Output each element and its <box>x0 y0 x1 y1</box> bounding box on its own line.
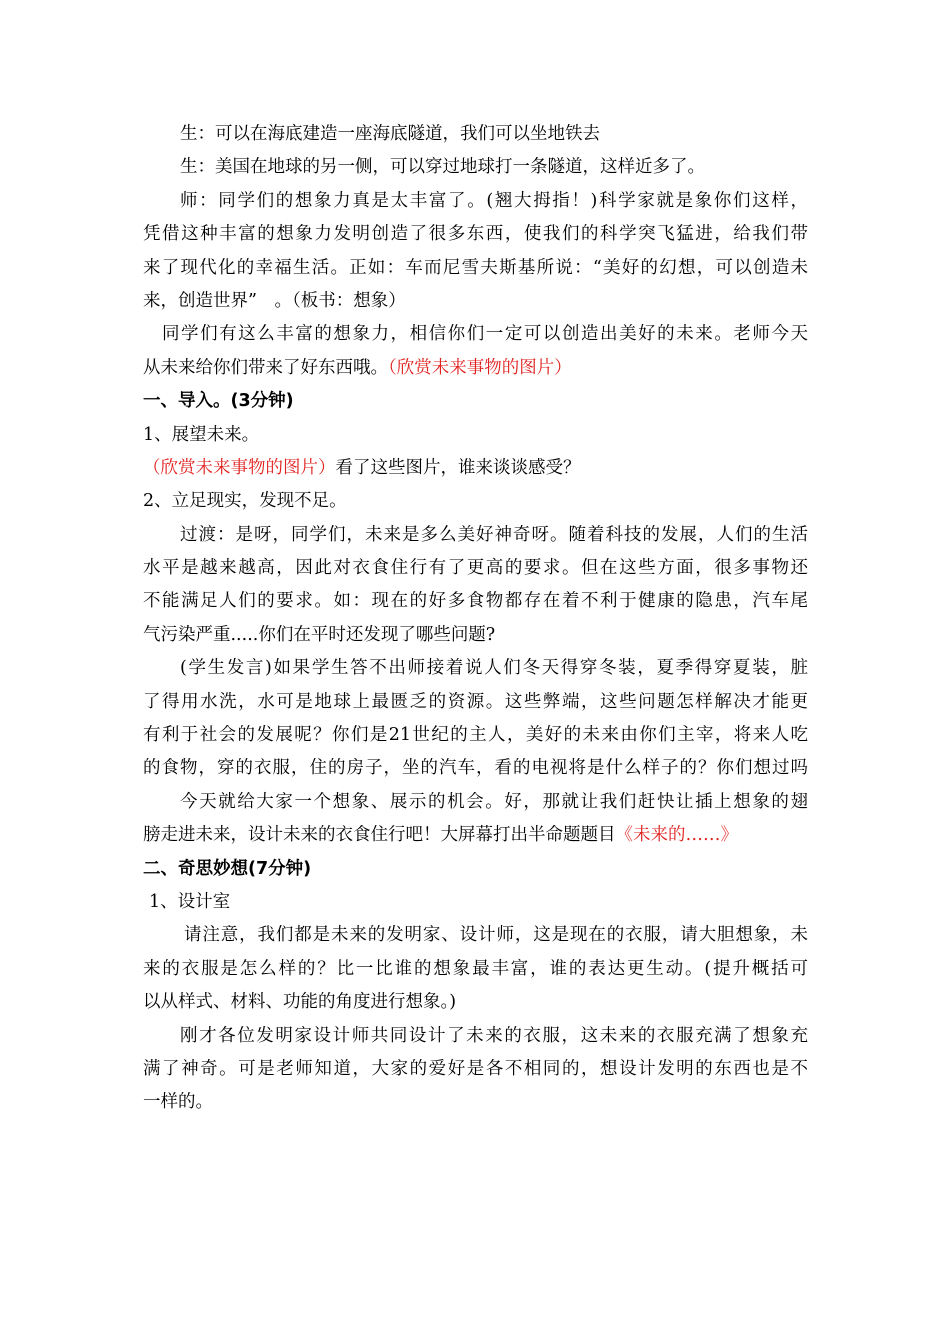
paragraph-line: 来的衣服是怎么样的？比一比谁的想象最丰富，谁的表达更生动。(提升概括可 <box>143 958 808 979</box>
paragraph-line: 刚才各位发明家设计师共同设计了未来的衣服，这未来的衣服充满了想象充 <box>180 1025 808 1046</box>
paragraph-line: (学生发言)如果学生答不出师接着说人们冬天得穿冬装，夏季得穿夏装，脏 <box>180 658 808 679</box>
paragraph-line <box>143 352 808 385</box>
list-item: 2、立足现实，发现不足。 <box>143 491 347 512</box>
paragraph-line: 了得用水洗，水可是地球上最匮乏的资源。这些弊端，这些问题怎样解决才能更 <box>143 691 808 712</box>
paragraph-line: 一样的。 <box>143 1092 213 1113</box>
paragraph-line <box>143 452 808 485</box>
paragraph-line: 请注意，我们都是未来的发明家、设计师，这是现在的衣服，请大胆想象，未 <box>184 925 808 946</box>
paragraph-line: 水平是越来越高，因此对衣食住行有了更高的要求。但在这些方面，很多事物还 <box>143 558 808 579</box>
paragraph-line: 有利于社会的发展呢？你们是21世纪的主人，美好的未来由你们主宰，将来人吃 <box>143 725 808 746</box>
paragraph-line: 同学们有这么丰富的想象力，相信你们一定可以创造出美好的未来。老师今天 <box>162 324 808 345</box>
paragraph-line: 过渡：是呀，同学们，未来是多么美好神奇呀。随着科技的发展，人们的生活 <box>180 524 808 545</box>
paragraph-line: 气污染严重.....你们在平时还发现了哪些问题? <box>143 624 496 645</box>
list-item: 1、展望未来。 <box>143 424 260 445</box>
paragraph-text: 看了这些图片，谁来谈谈感受？ <box>335 457 581 478</box>
section-heading-ideas: 二、奇思妙想(7分钟) <box>143 858 312 879</box>
highlighted-title: 《未来的……》 <box>615 825 738 846</box>
paragraph-text: 从未来给你们带来了好东西哦。 <box>143 357 388 378</box>
paragraph-line: 来了现代化的幸福生活。正如：车而尼雪夫斯基所说：“美好的幻想，可以创造未 <box>143 257 808 278</box>
paragraph-line: 满了神奇。可是老师知道，大家的爱好是各不相同的，想设计发明的东西也是不 <box>143 1058 808 1079</box>
paragraph-line: 来，创造世界” 。（板书：想象） <box>143 290 406 311</box>
paragraph-line: 凭借这种丰富的想象力发明创造了很多东西，使我们的科学突飞猛进，给我们带 <box>143 224 808 245</box>
highlighted-note: （欣赏未来事物的图片） <box>388 357 572 378</box>
dialogue-line: 生：美国在地球的另一侧，可以穿过地球打一条隧道，这样近多了。 <box>180 157 705 178</box>
paragraph-line: 今天就给大家一个想象、展示的机会。好，那就让我们赶快让插上想象的翅 <box>180 791 808 812</box>
document-page <box>143 118 808 1120</box>
paragraph-line: 以从样式、材料、功能的角度进行想象。) <box>143 992 457 1013</box>
dialogue-line: 生：可以在海底建造一座海底隧道，我们可以坐地铁去 <box>180 124 600 144</box>
paragraph-line: 师：同学们的想象力真是太丰富了。(翘大拇指！)科学家就是象你们这样， <box>180 190 808 211</box>
highlighted-note: （欣赏未来事物的图片） <box>143 457 336 478</box>
paragraph-line: 的食物，穿的衣服，住的房子，坐的汽车，看的电视将是什么样子的？你们想过吗 <box>143 758 808 779</box>
section-heading-intro: 一、导入。(3分钟) <box>143 391 294 412</box>
paragraph-line: 不能满足人们的要求。如：现在的好多食物都存在着不利于健康的隐患，汽车尾 <box>143 591 808 612</box>
paragraph-line <box>143 819 808 852</box>
list-item: 1、设计室 <box>149 891 231 912</box>
paragraph-text: 膀走进未来，设计未来的衣食住行吧！大屏幕打出半命题题目 <box>143 825 616 846</box>
